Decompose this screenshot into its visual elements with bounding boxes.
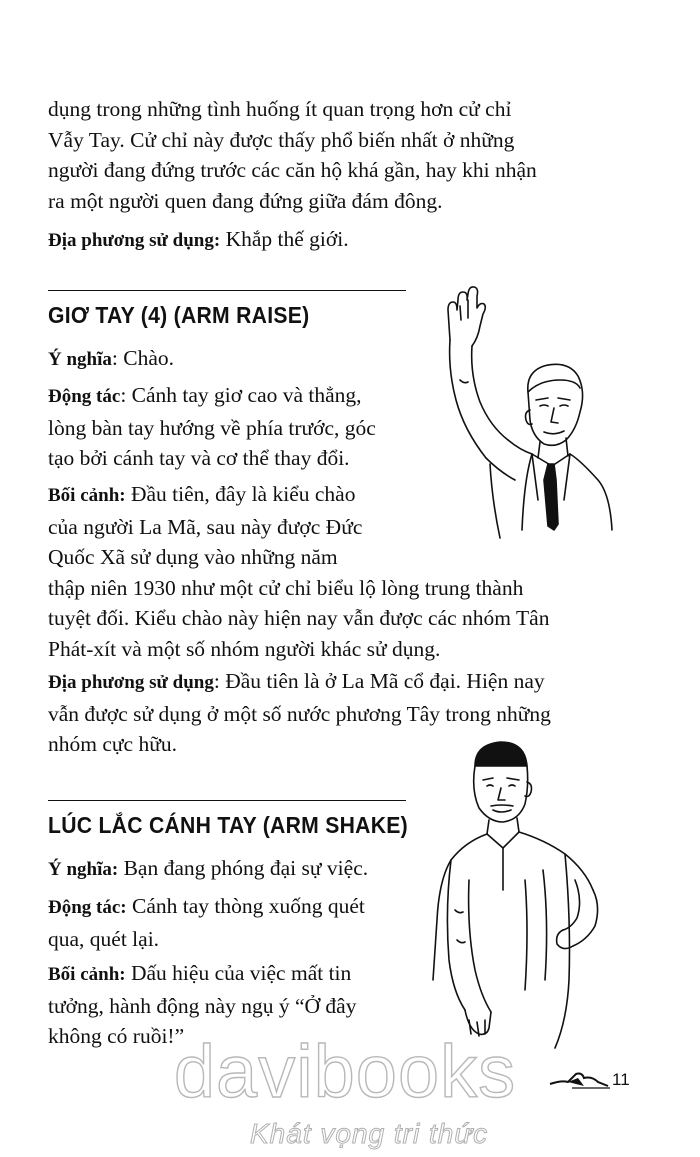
watermark-tagline: Khát vọng tri thức	[250, 1118, 489, 1149]
meaning-label: Ý nghĩa	[48, 349, 112, 370]
watermark-logo: davibooks	[173, 1030, 517, 1113]
region-text: Khắp thế giới.	[220, 227, 349, 251]
context-label: Bối cảnh:	[48, 964, 126, 985]
arm-raise-illustration	[420, 280, 620, 540]
action-paragraph	[48, 380, 418, 474]
intro-paragraph	[48, 94, 618, 216]
arm-shake-illustration	[425, 730, 625, 1050]
context-line: không có ruồi!”	[48, 1024, 185, 1048]
action-line: qua, quét lại.	[48, 926, 160, 951]
intro-region	[48, 224, 618, 257]
region-line: : Đầu tiên là ở La Mã cổ đại. Hiện nay	[213, 669, 545, 693]
section-divider	[48, 800, 406, 801]
context-line: tưởng, hành động này ngụ ý “Ở đây	[48, 993, 357, 1018]
context-line: Phát-xít và một số nhóm người khác sử dụng.	[48, 636, 441, 661]
context-line: Quốc Xã sử dụng vào những năm	[48, 545, 338, 569]
action-line: : Cánh tay giơ cao và thẳng,	[120, 383, 362, 407]
context-line: của người La Mã, sau này được Đức	[48, 514, 363, 539]
intro-line: dụng trong những tình huống ít quan trọng hơn cử chỉ	[48, 97, 512, 121]
action-line: lòng bàn tay hướng về phía trước, góc	[48, 415, 376, 440]
region-label: Địa phương sử dụng	[48, 672, 214, 693]
region-line: vẫn được sử dụng ở một số nước phương Tây trong những	[48, 701, 551, 726]
page-number: 11	[612, 1070, 630, 1089]
intro-line: ra một người quen đang đứng giữa đám đông.	[48, 188, 443, 213]
region-label: Địa phương sử dụng:	[48, 230, 221, 251]
intro-line: người đang đứng trước các căn hộ khá gần, hay khi nhận	[48, 158, 537, 182]
intro-line: Vẫy Tay. Cử chỉ này được thấy phổ biến nhất ở những	[48, 127, 515, 152]
action-label: Động tác:	[48, 897, 127, 918]
context-line: tuyệt đối. Kiểu chào này hiện nay vẫn được các nhóm Tân	[48, 606, 550, 630]
section-heading-arm-raise: GIƠ TAY (4) (ARM RAISE)	[48, 302, 310, 328]
section-divider	[48, 290, 406, 291]
action-label: Động tác	[48, 386, 121, 407]
meaning-text: Bạn đang phóng đại sự việc.	[118, 856, 369, 880]
action-line: tạo bởi cánh tay và cơ thể thay đổi.	[48, 446, 350, 470]
meaning-label: Ý nghĩa:	[48, 859, 119, 880]
context-line: thập niên 1930 như một cử chỉ biểu lộ lòng trung thành	[48, 575, 524, 600]
context-line: Dấu hiệu của việc mất tin	[125, 961, 352, 985]
page-number-ornament-icon	[548, 1066, 610, 1092]
context-label: Bối cảnh:	[48, 485, 126, 506]
meaning-text: : Chào.	[111, 346, 174, 370]
context-line: Đầu tiên, đây là kiểu chào	[125, 482, 356, 506]
region-line: nhóm cực hữu.	[48, 732, 177, 756]
action-paragraph	[48, 891, 418, 954]
action-line: Cánh tay thòng xuống quét	[126, 894, 365, 918]
section-heading-arm-shake: LÚC LẮC CÁNH TAY (ARM SHAKE)	[48, 812, 409, 838]
